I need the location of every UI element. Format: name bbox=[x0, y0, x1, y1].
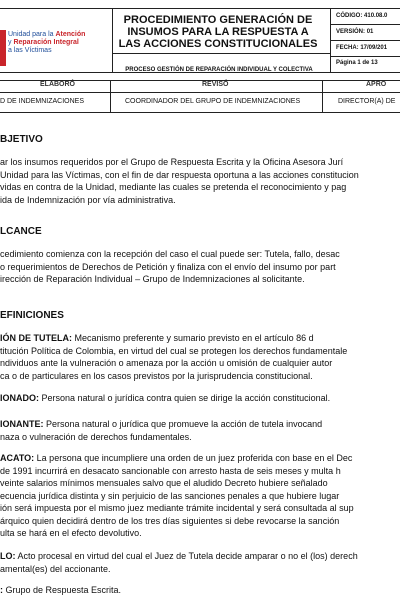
document-title: PROCEDIMIENTO GENERACIÓN DE INSUMOS PARA LA RESPUESTA A LAS ACCIONES CONSTITUCIONALES bbox=[118, 14, 318, 50]
text-line: cedimiento comienza con la recepción del caso el cual puede ser: Tutela, fallo, desac bbox=[0, 249, 340, 259]
text-line: ACATO: La persona que incumpliere una orden de un juez proferida con base en el Dec bbox=[0, 453, 353, 463]
definition-accionante bbox=[0, 418, 400, 443]
definition-fallo bbox=[0, 550, 400, 575]
process-subtitle: PROCESO GESTIÓN DE REPARACIÓN INDIVIDUAL Y COLECTIVA bbox=[125, 67, 313, 73]
meta-fecha: FECHA: 17/09/201 bbox=[336, 45, 388, 51]
title-subtitle-divider bbox=[112, 53, 330, 54]
text-line: Unidad para las Víctimas, con el fin de dar respuesta oportuna a las acciones constitucion bbox=[0, 169, 359, 180]
text-line: : Grupo de Respuesta Escrita. bbox=[0, 585, 122, 595]
logo-line-2: y Reparación Integral bbox=[8, 39, 79, 46]
definition-term: IONANTE: bbox=[0, 419, 44, 429]
sig-header-elaboro: ELABORÓ bbox=[40, 81, 75, 88]
document-header bbox=[0, 8, 400, 106]
text-line: ca o de particulares en los casos previstos por la jurisprudencia constitucional. bbox=[0, 370, 313, 381]
text-line: IÓN DE TUTELA: Mecanismo preferente y sumario previsto en el artículo 86 d bbox=[0, 333, 314, 343]
definition-term: ACATO: bbox=[0, 453, 35, 463]
alcance-paragraph bbox=[0, 248, 400, 286]
sig-divider-1 bbox=[110, 80, 111, 112]
logo-line-1: Unidad para la Atención bbox=[8, 31, 86, 38]
sig-value-reviso: COORDINADOR DEL GRUPO DE INDEMNIZACIONES bbox=[125, 98, 301, 105]
sig-bottom-border bbox=[0, 112, 400, 113]
text-line: o requerimientos de Derechos de Petición y finaliza con el envío del insumo por part bbox=[0, 261, 336, 272]
text-line: veinte salarios mínimos mensuales salvo que el aludido Decreto hubiere señalado bbox=[0, 478, 328, 488]
definition-accion-tutela bbox=[0, 332, 400, 382]
section-definiciones-title: EFINICIONES bbox=[0, 310, 64, 321]
section-alcance-title: LCANCE bbox=[0, 226, 42, 237]
meta-pagina: Página 1 de 13 bbox=[336, 60, 378, 66]
header-divider-left bbox=[112, 8, 113, 72]
sig-header-reviso: REVISÓ bbox=[202, 81, 229, 88]
definition-term: IÓN DE TUTELA: bbox=[0, 333, 72, 343]
sig-value-aprobo: DIRECTOR(A) DE bbox=[338, 98, 396, 105]
header-top-border bbox=[0, 8, 400, 9]
meta-codigo: CÓDIGO: 410.08.0 bbox=[336, 13, 388, 19]
text-line: IONANTE: Persona natural o jurídica que promueve la acción de tutela invocand bbox=[0, 419, 323, 429]
text-line: IONADO: Persona natural o jurídica contra quien se dirige la acción constitucional. bbox=[0, 393, 331, 403]
meta-divider-2 bbox=[330, 40, 400, 41]
logo-line-3: a las Víctimas bbox=[8, 47, 52, 54]
sig-header-aprobo: APRO bbox=[366, 81, 387, 88]
text-line: ecuencia jurídica distinta y sin perjuicio de las sanciones penales a que hubiere lugar bbox=[0, 490, 340, 501]
section-objetivo-title: BJETIVO bbox=[0, 134, 43, 145]
text-line: ión será impuesta por el mismo juez mediante trámite incidental y será consultada al sup bbox=[0, 503, 354, 513]
text-line: ndividuos ante la vulneración o amenaza por la acción u omisión de cualquier autor bbox=[0, 358, 333, 368]
definition-desacato bbox=[0, 452, 400, 540]
meta-divider-1 bbox=[330, 24, 400, 25]
sig-mid-border bbox=[0, 92, 400, 93]
definition-term: IONADO: bbox=[0, 393, 39, 403]
text-line: vidas en contra de la Unidad, mediante las cuales se pretenda el reconocimiento y pag bbox=[0, 182, 347, 192]
text-line: árquico quien decidirá dentro de los tres días siguientes si debe revocarse la sanción bbox=[0, 515, 340, 526]
text-line: amental(es) del accionante. bbox=[0, 563, 111, 574]
objetivo-paragraph bbox=[0, 156, 400, 206]
definition-term: LO: bbox=[0, 551, 16, 561]
logo-mark-icon bbox=[0, 30, 6, 66]
definition-gre bbox=[0, 584, 400, 597]
text-line: irección de Reparación Individual – Grupo de Indemnizaciones al solicitante. bbox=[0, 274, 305, 284]
sig-divider-2 bbox=[322, 80, 323, 112]
text-line: ulta se hará en el efecto devolutivo. bbox=[0, 528, 142, 538]
definition-term: : bbox=[0, 585, 3, 595]
definition-accionado bbox=[0, 392, 400, 405]
text-line: naza o vulneración de derechos fundamentales. bbox=[0, 431, 192, 442]
text-line: LO: Acto procesal en virtud del cual el Juez de Tutela decide amparar o no el (los) derech bbox=[0, 551, 358, 561]
unidad-victimas-logo bbox=[2, 28, 112, 68]
text-line: titución Política de Colombia, en virtud del cual se protegen los derechos fundamentale bbox=[0, 345, 348, 356]
text-line: ida de Indemnización por vía administrativa. bbox=[0, 194, 176, 205]
sig-value-elaboro: D DE INDEMNIZACIONES bbox=[0, 98, 85, 105]
meta-version: VERSIÓN: 01 bbox=[336, 29, 374, 35]
text-line: ar los insumos requeridos por el Grupo de Respuesta Escrita y la Oficina Asesora Jurí bbox=[0, 157, 344, 167]
meta-divider-3 bbox=[330, 56, 400, 57]
text-line: de 1991 incurrirá en desacato sancionable con arresto hasta de seis meses y multa h bbox=[0, 465, 341, 476]
